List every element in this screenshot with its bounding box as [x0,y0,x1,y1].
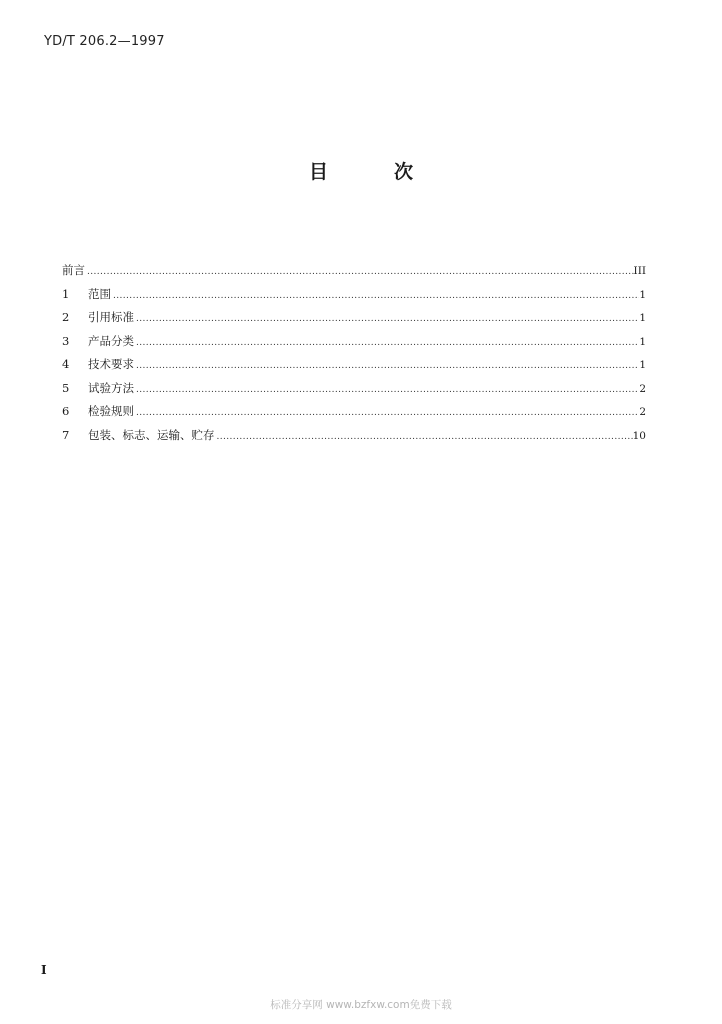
toc-entry-text: 产品分类 [88,333,134,348]
toc-leader-dots [136,332,639,356]
toc-leader-dots [136,355,639,379]
toc-entry-page: III [633,265,646,277]
toc-title: 目次 [308,161,479,183]
toc-leader-dots [113,285,639,309]
toc-leader-dots [217,426,633,450]
toc-leader-dots [136,402,639,426]
toc-entry-packaging-marking-transport-storage[interactable] [62,424,646,448]
toc-entry-page: 1 [639,359,646,371]
toc-entry-text: 范围 [88,286,111,301]
toc-entry-inspection-rules[interactable] [62,400,646,424]
toc-entry-page: 1 [639,288,646,301]
page-number: I [41,963,47,977]
toc-entry-number: 6 [62,404,70,418]
toc-entry-page: 2 [639,406,646,418]
standard-code: YD/T 206.2—1997 [44,34,165,49]
toc-leader-dots [87,261,634,285]
toc-entry-foreword[interactable] [62,259,646,283]
toc-entry-page: 10 [632,429,646,442]
toc-entry-text: 引用标准 [88,310,134,324]
footer-watermark: 标准分享网 www.bzfxw.com免费下载 [270,999,452,1011]
toc-list [62,259,646,447]
toc-entry-text: 前言 [62,263,85,277]
toc-entry-test-methods[interactable] [62,377,646,401]
toc-entry-page: 1 [639,335,646,348]
toc-entry-technical-requirements[interactable] [62,353,646,377]
toc-entry-page: 2 [639,382,646,395]
toc-entry-number: 7 [62,427,70,442]
toc-entry-normative-references[interactable] [62,306,646,330]
toc-entry-text: 检验规则 [88,404,134,418]
toc-entry-text: 试验方法 [88,380,134,395]
toc-entry-scope[interactable] [62,283,646,307]
toc-entry-text: 包装、标志、运输、贮存 [88,427,215,442]
toc-entry-number: 5 [62,380,70,395]
toc-entry-text: 技术要求 [88,357,134,371]
toc-entry-number: 3 [62,333,70,348]
toc-entry-number: 2 [62,310,70,324]
toc-entry-number: 1 [62,286,70,301]
toc-entry-page: 1 [639,312,646,324]
toc-entry-number: 4 [62,357,70,371]
toc-leader-dots [136,308,639,332]
toc-entry-product-classification[interactable] [62,330,646,354]
toc-leader-dots [136,379,639,403]
